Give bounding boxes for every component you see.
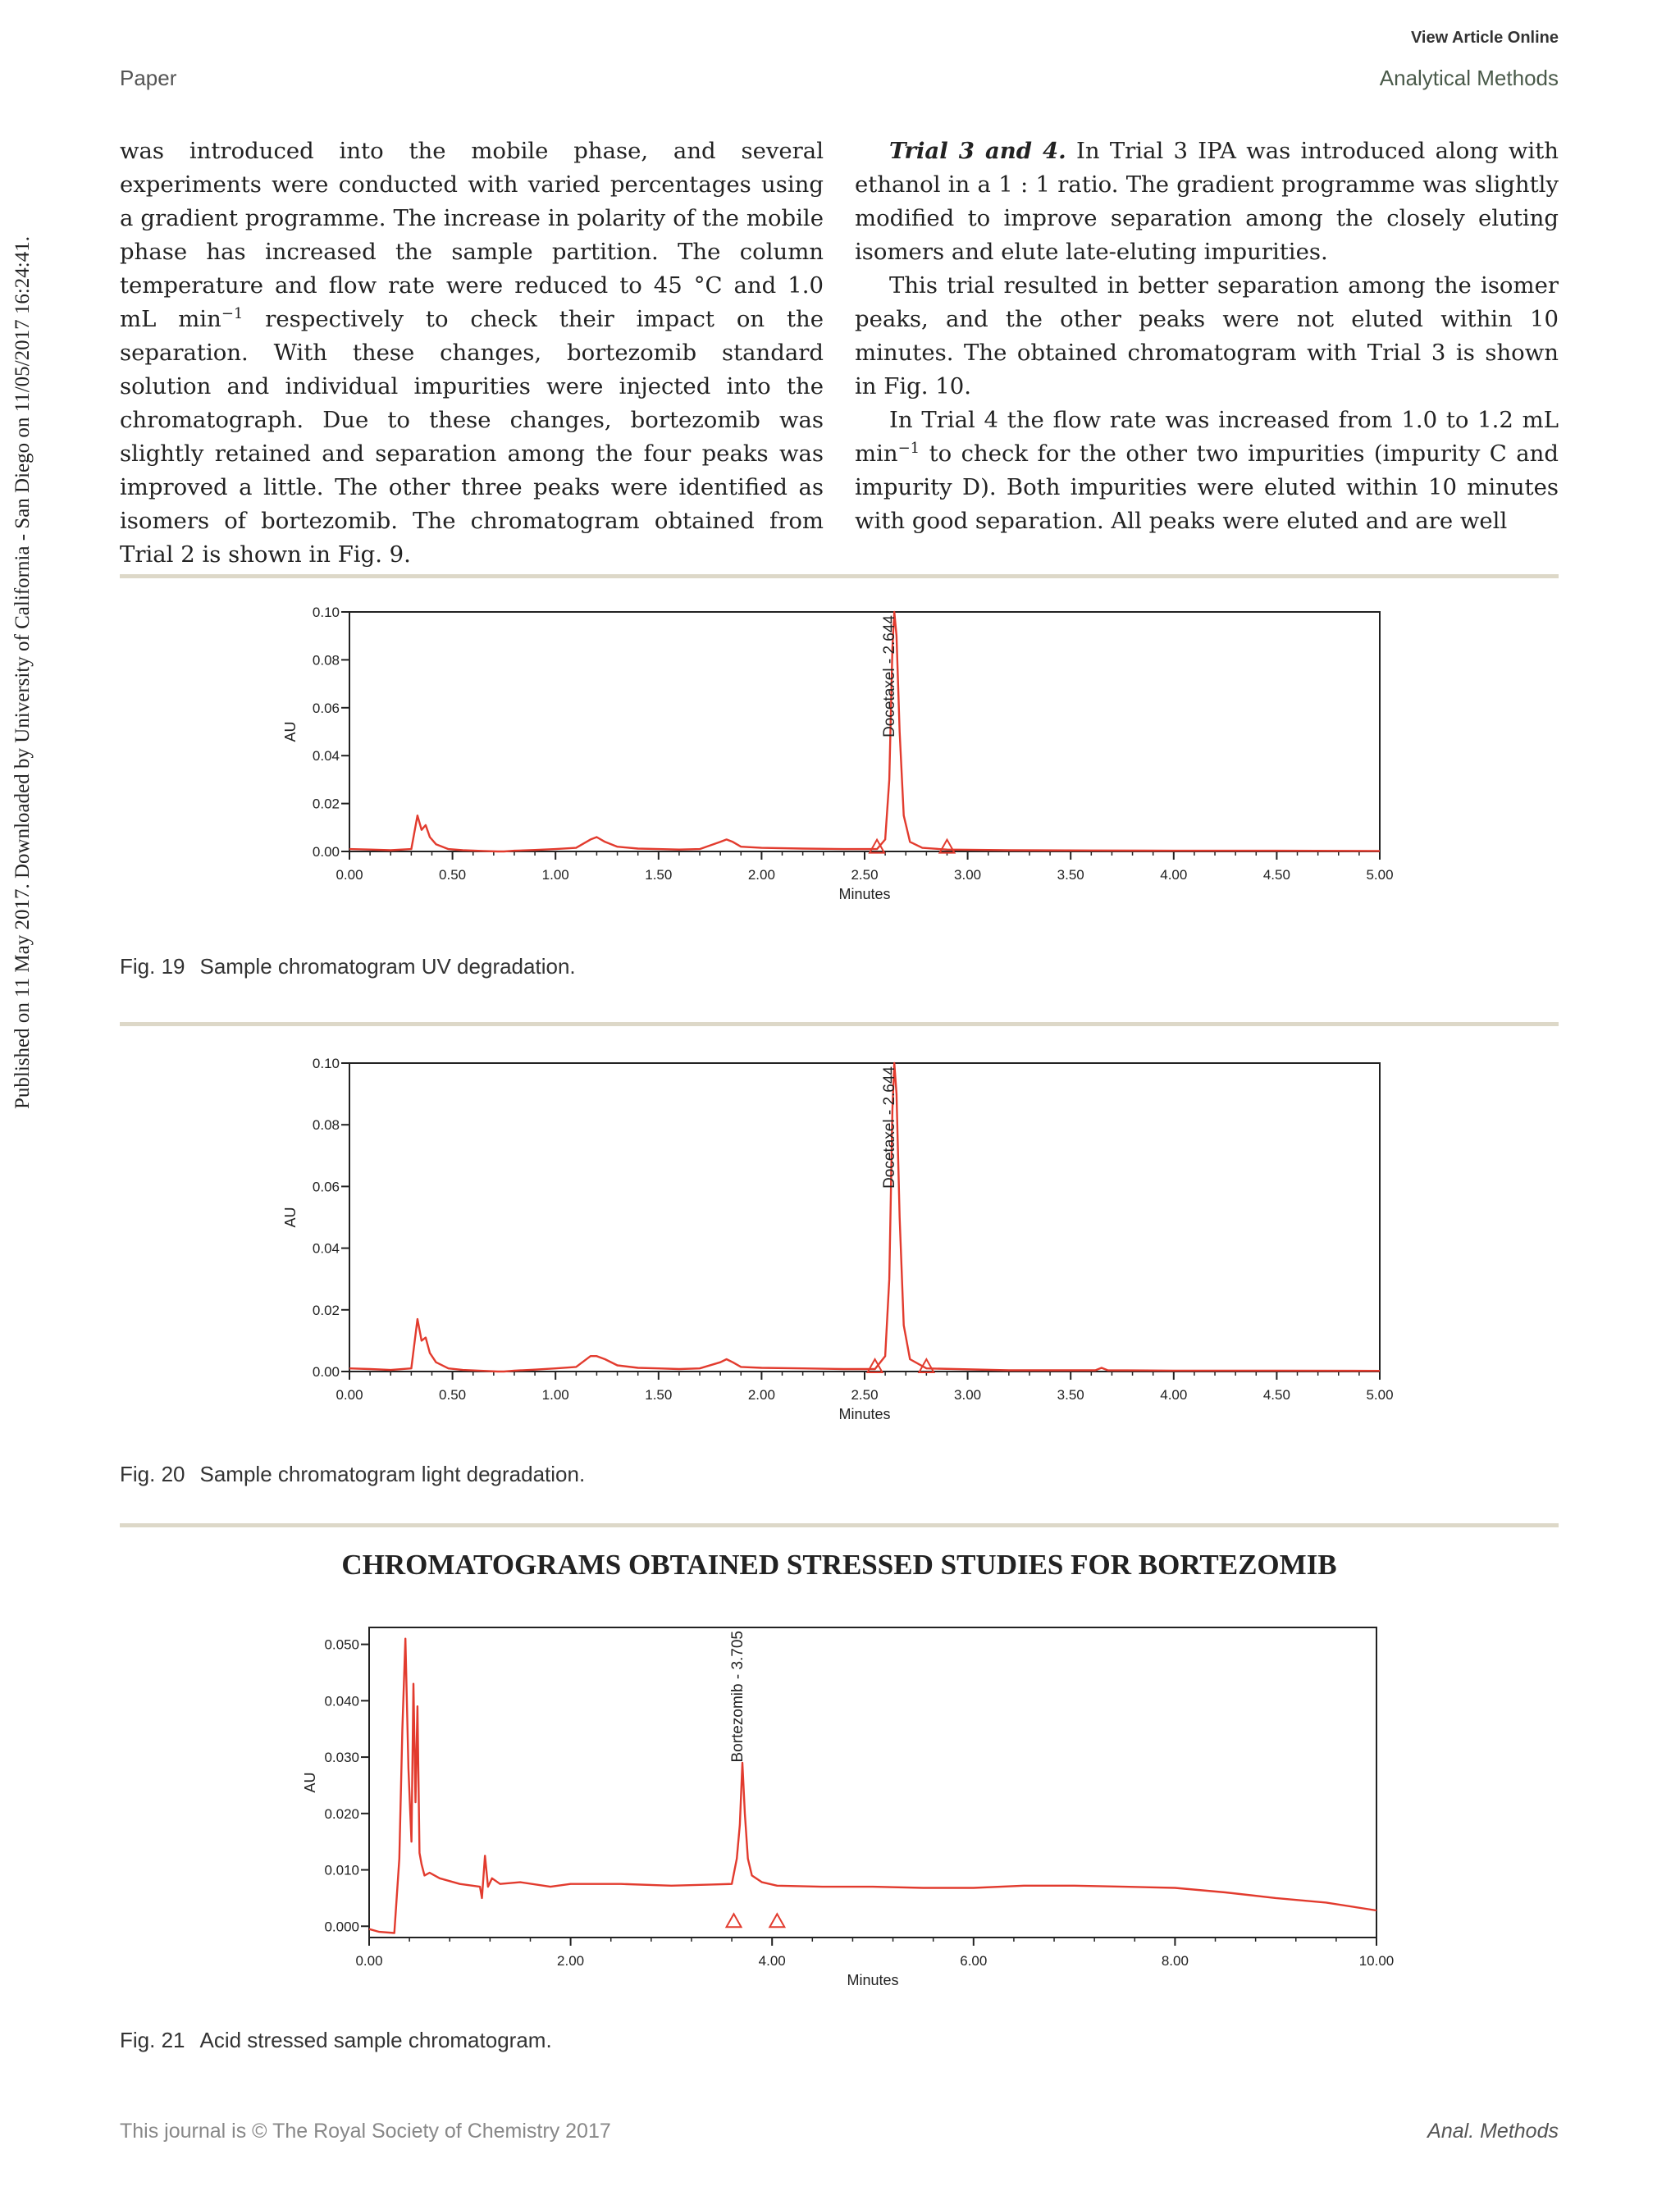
chromatogram-chart-fig21 (271, 1616, 1419, 2018)
x-tick-label: 3.00 (954, 1387, 982, 1403)
trial-label: Trial 3 and 4. (889, 138, 1066, 164)
y-tick-label: 0.10 (312, 605, 340, 620)
y-tick-label: 0.040 (324, 1693, 359, 1709)
publication-side-note: Published on 11 May 2017. Downloaded by University of California - San Diego on 11/05/2017 16:24:41. (11, 236, 34, 1110)
x-tick-label: 4.00 (1160, 867, 1188, 883)
y-tick-label: 0.08 (312, 652, 340, 669)
x-tick-label: 4.00 (758, 1953, 786, 1969)
x-tick-label: 2.00 (747, 1387, 775, 1403)
figure-number: Fig. 19 (120, 954, 185, 979)
y-tick-label: 0.000 (324, 1919, 359, 1935)
unit-exponent: −1 (221, 304, 244, 322)
plot-frame (349, 1063, 1380, 1372)
x-tick-label: 4.50 (1262, 1387, 1290, 1403)
y-tick-label: 0.020 (324, 1805, 359, 1822)
figure-caption-21 (120, 2028, 552, 2053)
footer-copyright: This journal is © The Royal Society of Chemistry 2017 (120, 2120, 611, 2143)
x-axis-label: Minutes (838, 1406, 891, 1422)
plot-frame (349, 612, 1380, 851)
left-paragraph (120, 135, 824, 572)
figure-caption-text: Sample chromatogram light degradation. (199, 1462, 586, 1486)
view-article-online-link[interactable]: View Article Online (1410, 29, 1559, 47)
chromatogram-trace (349, 612, 1380, 851)
left-paragraph-text-cont: respectively to check their impact on the separation. With these changes, bortezomib standard solution and individual impurities were injected into the chromatograph. Due to these changes, bortezomib was slightly retained and separation among the four peaks was improved a little. The other three peaks were identified as isomers of bortezomib. The chromatogram obtained from Trial 2 is shown in Fig. 9. (120, 306, 824, 568)
y-tick-label: 0.00 (312, 844, 340, 860)
peak-label: Docetaxel - 2.644 (881, 615, 899, 737)
x-tick-label: 4.00 (1160, 1387, 1188, 1403)
unit-exponent: −1 (897, 439, 920, 457)
y-tick-label: 0.02 (312, 1302, 340, 1318)
chromatogram-chart-fig20 (271, 1050, 1419, 1435)
y-tick-label: 0.030 (324, 1750, 359, 1766)
figure-number: Fig. 20 (120, 1462, 185, 1486)
y-axis-label: AU (282, 1207, 299, 1228)
right-text-column (855, 135, 1559, 538)
right-paragraph-1 (855, 135, 1559, 269)
x-tick-label: 1.00 (541, 1387, 569, 1403)
x-tick-label: 0.50 (439, 1387, 467, 1403)
x-tick-label: 2.50 (851, 867, 879, 883)
chromatogram-trace (349, 1063, 1380, 1372)
x-tick-label: 8.00 (1161, 1953, 1189, 1969)
y-axis-label: AU (302, 1772, 318, 1793)
y-tick-label: 0.08 (312, 1117, 340, 1134)
right-paragraph-3 (855, 404, 1559, 538)
y-tick-label: 0.00 (312, 1364, 340, 1380)
x-tick-label: 5.00 (1366, 867, 1394, 883)
x-tick-label: 1.00 (541, 867, 569, 883)
left-paragraph-text: was introduced into the mobile phase, and several experiments were conducted with varied percentages using a gradient programme. The increase in polarity of the mobile phase has increased the sample partition. The column temperature and flow rate were reduced to 45 °C and 1.0 mL min (120, 138, 824, 332)
figure-caption-text: Sample chromatogram UV degradation. (199, 954, 576, 979)
x-axis-label: Minutes (847, 1972, 899, 1988)
figure-divider (120, 574, 1559, 578)
header-journal-name: Analytical Methods (1379, 66, 1559, 90)
figure-divider (120, 1022, 1559, 1026)
x-tick-label: 3.00 (954, 867, 982, 883)
peak-boundary-marker (727, 1914, 742, 1927)
y-tick-label: 0.10 (312, 1056, 340, 1071)
footer-journal: Anal. Methods (1427, 2120, 1559, 2143)
right-paragraph-3-text: In Trial 4 the flow rate was increased from 1.0 to 1.2 mL min (855, 407, 1559, 467)
header-section-label: Paper (120, 66, 177, 90)
y-tick-label: 0.02 (312, 796, 340, 812)
x-tick-label: 3.50 (1057, 1387, 1084, 1403)
x-tick-label: 3.50 (1057, 867, 1084, 883)
x-tick-label: 2.00 (747, 867, 775, 883)
x-tick-label: 0.00 (336, 867, 363, 883)
x-tick-label: 1.50 (645, 867, 673, 883)
y-tick-label: 0.010 (324, 1862, 359, 1878)
x-tick-label: 0.00 (355, 1953, 383, 1969)
peak-boundary-marker (769, 1914, 784, 1927)
plot-frame (369, 1627, 1376, 1938)
x-tick-label: 4.50 (1262, 867, 1290, 883)
left-text-column (120, 135, 824, 572)
figure-caption-text: Acid stressed sample chromatogram. (199, 2028, 552, 2052)
figure-caption-20 (120, 1462, 585, 1487)
y-tick-label: 0.06 (312, 700, 340, 716)
figure-divider (120, 1523, 1559, 1527)
x-tick-label: 6.00 (960, 1953, 988, 1969)
y-tick-label: 0.06 (312, 1179, 340, 1195)
right-paragraph-1-text: In Trial 3 IPA was introduced along with ethanol in a 1 : 1 ratio. The gradient programme was slightly modified to improve separation among the closely eluting isomers and elute late-eluting impurities. (855, 138, 1559, 265)
x-tick-label: 2.00 (557, 1953, 585, 1969)
peak-label: Bortezomib - 3.705 (728, 1631, 746, 1763)
y-tick-label: 0.04 (312, 748, 340, 765)
x-tick-label: 2.50 (851, 1387, 879, 1403)
chromatogram-trace (369, 1639, 1376, 1933)
figure-number: Fig. 21 (120, 2028, 185, 2052)
x-tick-label: 0.00 (336, 1387, 363, 1403)
x-tick-label: 5.00 (1366, 1387, 1394, 1403)
right-paragraph-2: This trial resulted in better separation among the isomer peaks, and the other peaks were not eluted within 10 minutes. The obtained chromatogram with Trial 3 is shown in Fig. 10. (855, 272, 1559, 399)
y-axis-label: AU (282, 721, 299, 742)
chromatogram-chart-fig19 (271, 599, 1419, 943)
peak-label: Docetaxel - 2.644 (881, 1066, 899, 1189)
right-paragraph-3-text-cont: to check for the other two impurities (impurity C and impurity D). Both impurities were eluted within 10 minutes with good separation. All peaks were eluted and are well (855, 440, 1559, 534)
chart-heading: CHROMATOGRAMS OBTAINED STRESSED STUDIES FOR BORTEZOMIB (341, 1549, 1337, 1581)
figure-caption-19 (120, 954, 576, 979)
x-axis-label: Minutes (838, 886, 891, 902)
y-tick-label: 0.04 (312, 1240, 340, 1257)
x-tick-label: 0.50 (439, 867, 467, 883)
x-tick-label: 1.50 (645, 1387, 673, 1403)
y-tick-label: 0.050 (324, 1636, 359, 1653)
x-tick-label: 10.00 (1358, 1953, 1395, 1969)
